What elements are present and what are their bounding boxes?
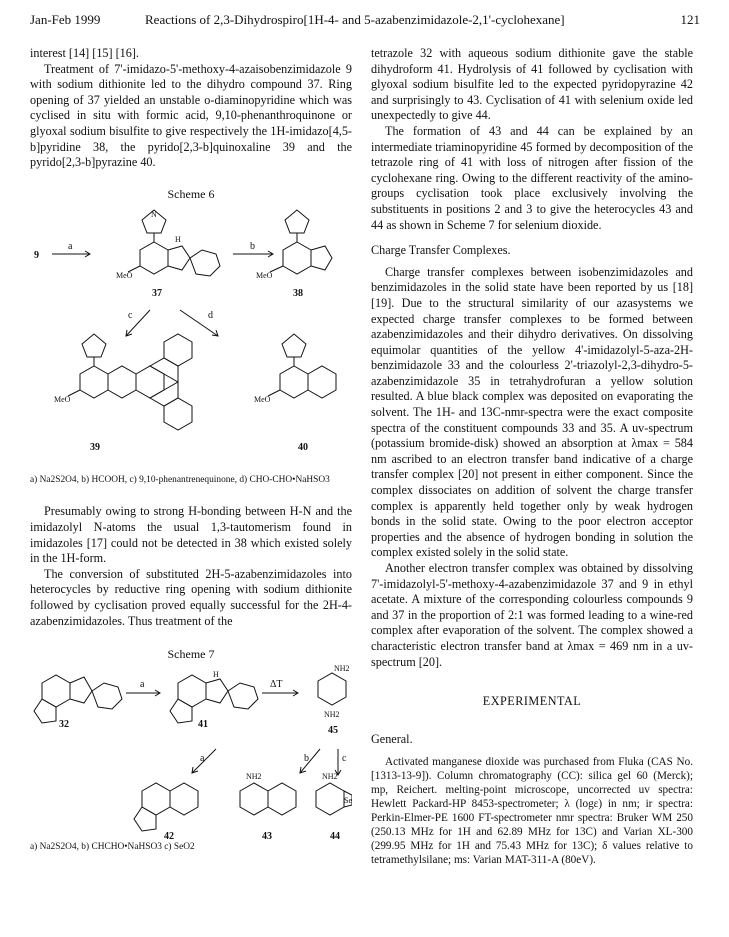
compound-label-37: 37	[152, 288, 162, 300]
scheme-7-figure	[30, 663, 352, 841]
paragraph: interest [14] [15] [16].	[30, 46, 139, 60]
reagent-label-a: a	[140, 678, 145, 690]
reagent-label-b: b	[250, 241, 255, 253]
atom-h: H	[175, 235, 181, 245]
scheme-6-footnote: a) Na2S2O4, b) HCOOH, c) 9,10-phenantrenequinone, d) CHO-CHO•NaHSO3	[30, 475, 330, 486]
compound-label-42: 42	[164, 830, 174, 841]
compound-label-32: 32	[59, 718, 69, 730]
atom-h: H	[213, 669, 219, 679]
issue-date: Jan-Feb 1999	[30, 12, 101, 27]
compound-label-40: 40	[298, 442, 308, 454]
left-column	[30, 46, 352, 853]
running-title: Reactions of 2,3-Dihydrospiro[1H-4- and 5-azabenzimidazole-2,1'-cyclohexane]	[145, 12, 565, 27]
compound-label-9: 9	[34, 250, 39, 262]
running-header	[30, 12, 700, 32]
experimental-heading: EXPERIMENTAL	[482, 694, 582, 709]
paragraph: The formation of 43 and 44 can be explained by an intermediate triaminopyridine 45 formed by decomposition of the tetrazole ring of 41 with loss of nitrogen after fission of the cyclohexane ring. Owing to the different reactivity of the amino-groups cyclisation took place exclusively involving the substituents in positions 2 and 3 to give the heterocycles 43 and 44 as shown in Scheme 7 for selenium dioxide.	[371, 123, 693, 232]
compound-label-38: 38	[293, 288, 303, 300]
section-heading: Charge Transfer Complexes.	[371, 243, 511, 258]
paragraph: Charge transfer complexes between isobenzimidazoles and benzimidazoles in the solid state have been reported by us [18] [19]. Due to the structural similarity of our azasystems we expected charge transfer complexes to be formed between azabenzimidazoles and their dihydro derivatives. On dissolving equimolar quantities of the yellow 4'-imidazolyl-5-aza-2H-benzimidazole 33 and the colourless 2'-triazolyl-2,3-dihydro-5-azabenzimidazole 35 in tetrahydrofuran a yellow solution resulted. A blue black complex was deposited on evaporating the solvent. The 1H- and 13C-nmr-spectra were the exact composite spectra of the constituent compounds 33 and 35. A uv-spectrum (potassium bromide-disk) showed an absorption at λmax = 584 nm ascribed to an electron transfer band indicative of a charge transfer complex [20] not present in either component. Since the complex dissociates on addition of solvent the charge transfer complex is apparently held together only by weak hydrogen bonds in the solid state. Owing to the poor electron acceptor properties and the absence of hydrogen bonding in solution the complex existed solely in the solid state.	[371, 264, 693, 560]
paragraph: The conversion of substituted 2H-5-azabenzimidazoles into heterocycles by reductive ring opening with sodium dithionite followed by cyclisation proved equally successful for the 2H-4-azabenzimidazoles. Thus treatment of the	[30, 566, 352, 628]
atom-n: N	[151, 210, 157, 220]
methoxy-group: MeO	[54, 395, 71, 405]
atom-se: Se	[344, 795, 352, 805]
scheme-6-title: Scheme 6	[167, 186, 215, 201]
compound-label-45: 45	[328, 724, 338, 736]
reagent-label-heat: ΔT	[270, 678, 283, 690]
right-column	[371, 46, 693, 867]
scheme-7-footnote: a) Na2S2O4, b) CHCHO•NaHSO3 c) SeO2	[30, 841, 195, 852]
methoxy-group: MeO	[254, 395, 271, 405]
compound-label-39: 39	[90, 442, 100, 454]
subsection-heading: General.	[371, 731, 413, 746]
methoxy-group: MeO	[256, 271, 273, 281]
amino-group: NH2	[324, 709, 340, 719]
paragraph: Another electron transfer complex was obtained by dissolving 7'-imidazolyl-5'-methoxy-4-azabenzimidazole 37 and 9 in ethyl acetate. A mixture of the corresponding colourless compounds 9 and 37 in the proportion of 2:1 was formed leading to a wine-red complex after evaporation of the solvent. The complex showed a characteristic electron transfer band at λmax = 469 nm in a uv-spectrum [20].	[371, 561, 693, 669]
amino-group: NH2	[246, 771, 262, 781]
page-number: 121	[680, 12, 700, 27]
compound-label-44: 44	[330, 830, 340, 841]
paragraph: Activated manganese dioxide was purchased from Fluka (CAS No. [1313-13-9]). Column chromatography (CC): silica gel 60 (Merck); mp, Reichert. melting-point microscope, uncorrected uv spectra: Hewlett Packard-HP 8453-spectrometer; λ (logε) in nm; ir spectra: Perkin-Elmer-PE 1600 FT-spectrometer nmr spectra: Bruker WM 250 (250.13 MHz for 1H and 62.89 MHz for 13C) and Varian XL-300 (299.95 MHz for 1H and 75.43 MHz for 13C); δ values relative to tetramethylsilane; ms: Varian MAT-311-A (80eV).	[371, 756, 693, 867]
paragraph: Presumably owing to strong H-bonding between H-N and the imidazolyl N-atoms the usual 1,3-tautomerism found in imidazoles [17] could not be detected in 38 which existed solely in the 1H-form.	[30, 504, 352, 566]
methoxy-group: MeO	[116, 271, 133, 281]
amino-group: NH2	[334, 663, 350, 673]
paragraph: Treatment of 7'-imidazo-5'-methoxy-4-azaisobenzimidazole 9 with sodium dithionite led to the dihydro compound 37. Ring opening of 37 yielded an unstable o-diaminopyridine which was cyclised in situ with formic acid, 9,10-phenanthroquinone or glyoxal sodium bisulfite to give respectively the 1H-imidazo[4,5-b]pyridine 38, the pyrido[2,3-b]quinoxaline 39 and the pyrido[2,3-b]pyrazine 40.	[30, 61, 352, 170]
reagent-label-a: a	[200, 752, 205, 764]
reagent-label-c: c	[342, 752, 347, 764]
reagent-label-c: c	[128, 310, 133, 322]
reagent-label-d: d	[208, 310, 213, 322]
reagent-label-b: b	[304, 752, 309, 764]
scheme-7-title: Scheme 7	[167, 647, 215, 662]
compound-label-43: 43	[262, 830, 272, 841]
amino-group: NH2	[322, 771, 338, 781]
compound-label-41: 41	[198, 718, 208, 730]
scheme-6-figure	[30, 202, 352, 474]
paragraph: tetrazole 32 with aqueous sodium dithionite gave the stable dihydroform 41. Hydrolysis of 41 followed by cyclisation with glyoxal sodium bisulfite led to the expected pyridopyrazine 42 and surprisingly to 43. Cyclisation of 41 with selenium oxide led unexpectedly to give 44.	[371, 46, 693, 123]
reagent-label-a: a	[68, 241, 73, 253]
